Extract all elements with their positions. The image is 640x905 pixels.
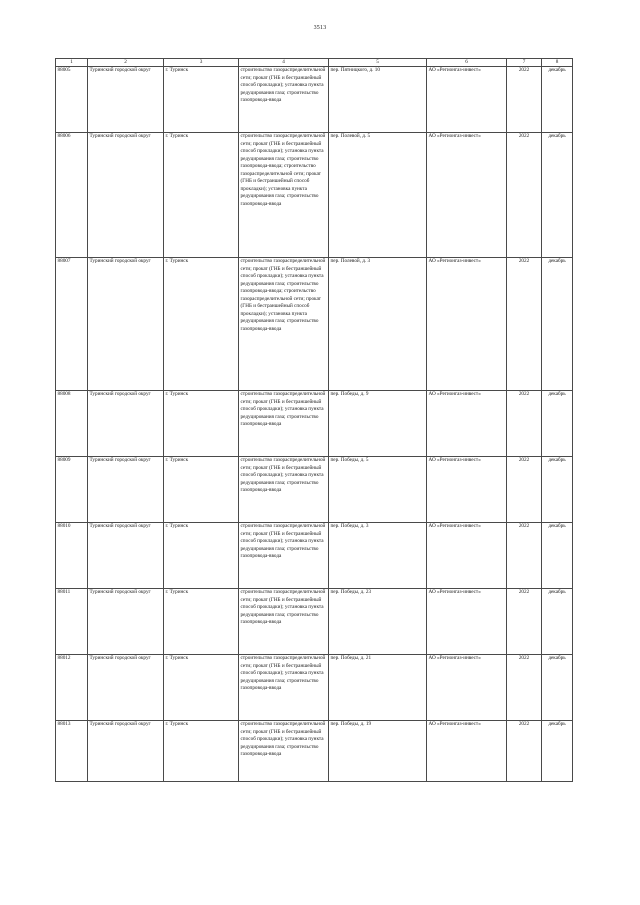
work-description-cell: строительство газораспределительной сети; прокат (ГНБ и бестраншейный способ прокладки); установка пункта редуцирования газа; строительство газопровода-ввода xyxy=(239,523,329,589)
year-cell: 2022 xyxy=(507,67,542,133)
address-cell: пер. Пятницкого, д. 10 xyxy=(329,67,427,133)
executor-cell: АО «Регионгаз-инвест» xyxy=(427,589,507,655)
address-cell: пер. Победы, д. 3 xyxy=(329,523,427,589)
column-number: 3 xyxy=(164,59,239,67)
month-cell: декабрь xyxy=(542,589,573,655)
month-cell: декабрь xyxy=(542,133,573,258)
executor-cell: АО «Регионгаз-инвест» xyxy=(427,457,507,523)
row-id: 88011 xyxy=(56,589,88,655)
year-cell: 2022 xyxy=(507,721,542,782)
work-description-cell: строительство газораспределительной сети; прокат (ГНБ и бестраншейный способ прокладки); установка пункта редуцирования газа; строительство газопровода-ввода xyxy=(239,67,329,133)
district-cell: Туринский городской округ xyxy=(88,391,164,457)
locality-cell: г. Туринск xyxy=(164,655,239,721)
table-row xyxy=(56,721,573,782)
locality-cell: г. Туринск xyxy=(164,457,239,523)
row-id: 88012 xyxy=(56,655,88,721)
district-cell: Туринский городской округ xyxy=(88,67,164,133)
table-row xyxy=(56,391,573,457)
table-row xyxy=(56,133,573,258)
row-id: 88008 xyxy=(56,391,88,457)
month-cell: декабрь xyxy=(542,67,573,133)
locality-cell: г. Туринск xyxy=(164,391,239,457)
locality-cell: г. Туринск xyxy=(164,721,239,782)
locality-cell: г. Туринск xyxy=(164,133,239,258)
column-number: 2 xyxy=(88,59,164,67)
district-cell: Туринский городской округ xyxy=(88,523,164,589)
table-row xyxy=(56,457,573,523)
address-cell: пер. Полевой, д. 3 xyxy=(329,258,427,391)
executor-cell: АО «Регионгаз-инвест» xyxy=(427,258,507,391)
locality-cell: г. Туринск xyxy=(164,67,239,133)
executor-cell: АО «Регионгаз-инвест» xyxy=(427,655,507,721)
month-cell: декабрь xyxy=(542,258,573,391)
month-cell: декабрь xyxy=(542,391,573,457)
executor-cell: АО «Регионгаз-инвест» xyxy=(427,721,507,782)
work-description-cell: строительство газораспределительной сети; прокат (ГНБ и бестраншейный способ прокладки); установка пункта редуцирования газа; строительство газопровода-ввода xyxy=(239,391,329,457)
address-cell: пер. Победы, д. 5 xyxy=(329,457,427,523)
district-cell: Туринский городской округ xyxy=(88,721,164,782)
district-cell: Туринский городской округ xyxy=(88,133,164,258)
address-cell: пер. Победы, д. 19 xyxy=(329,721,427,782)
column-number: 6 xyxy=(427,59,507,67)
table-row xyxy=(56,655,573,721)
row-id: 88006 xyxy=(56,133,88,258)
column-number-row xyxy=(56,59,573,67)
page-number: 3513 xyxy=(313,25,327,31)
executor-cell: АО «Регионгаз-инвест» xyxy=(427,133,507,258)
locality-cell: г. Туринск xyxy=(164,523,239,589)
column-number: 5 xyxy=(329,59,427,67)
column-number: 4 xyxy=(239,59,329,67)
locality-cell: г. Туринск xyxy=(164,258,239,391)
table-row xyxy=(56,67,573,133)
district-cell: Туринский городской округ xyxy=(88,258,164,391)
year-cell: 2022 xyxy=(507,655,542,721)
executor-cell: АО «Регионгаз-инвест» xyxy=(427,391,507,457)
table-row xyxy=(56,523,573,589)
address-cell: пер. Победы, д. 21 xyxy=(329,655,427,721)
work-description-cell: строительство газораспределительной сети; прокат (ГНБ и бестраншейный способ прокладки); установка пункта редуцирования газа; строительство газопровода-ввода xyxy=(239,457,329,523)
work-description-cell: строительство газораспределительной сети; прокат (ГНБ и бестраншейный способ прокладки); установка пункта редуцирования газа; строительство газопровода-ввода xyxy=(239,655,329,721)
year-cell: 2022 xyxy=(507,133,542,258)
year-cell: 2022 xyxy=(507,391,542,457)
column-number: 1 xyxy=(56,59,88,67)
work-description-cell: строительство газораспределительной сети; прокат (ГНБ и бестраншейный способ прокладки); установка пункта редуцирования газа; строительство газопровода-ввода; строительство газораспределительной сети; прокат (ГНБ и бестраншейный способ прокладки); установка пункта редуцирования газа; строительство газопровода-ввода xyxy=(239,258,329,391)
table-row xyxy=(56,589,573,655)
row-id: 88009 xyxy=(56,457,88,523)
work-description-cell: строительство газораспределительной сети; прокат (ГНБ и бестраншейный способ прокладки); установка пункта редуцирования газа; строительство газопровода-ввода xyxy=(239,721,329,782)
month-cell: декабрь xyxy=(542,655,573,721)
district-cell: Туринский городской округ xyxy=(88,457,164,523)
work-description-cell: строительство газораспределительной сети; прокат (ГНБ и бестраншейный способ прокладки); установка пункта редуцирования газа; строительство газопровода-ввода xyxy=(239,589,329,655)
year-cell: 2022 xyxy=(507,258,542,391)
table-row xyxy=(56,258,573,391)
year-cell: 2022 xyxy=(507,523,542,589)
executor-cell: АО «Регионгаз-инвест» xyxy=(427,67,507,133)
executor-cell: АО «Регионгаз-инвест» xyxy=(427,523,507,589)
row-id: 88010 xyxy=(56,523,88,589)
year-cell: 2022 xyxy=(507,589,542,655)
row-id: 88005 xyxy=(56,67,88,133)
address-cell: пер. Победы, д. 23 xyxy=(329,589,427,655)
year-cell: 2022 xyxy=(507,457,542,523)
month-cell: декабрь xyxy=(542,721,573,782)
gasification-schedule-table xyxy=(55,58,573,782)
address-cell: пер. Победы, д. 9 xyxy=(329,391,427,457)
district-cell: Туринский городской округ xyxy=(88,655,164,721)
district-cell: Туринский городской округ xyxy=(88,589,164,655)
column-number: 7 xyxy=(507,59,542,67)
column-number: 8 xyxy=(542,59,573,67)
row-id: 88007 xyxy=(56,258,88,391)
row-id: 88013 xyxy=(56,721,88,782)
locality-cell: г. Туринск xyxy=(164,589,239,655)
month-cell: декабрь xyxy=(542,523,573,589)
month-cell: декабрь xyxy=(542,457,573,523)
address-cell: пер. Полевой, д. 5 xyxy=(329,133,427,258)
work-description-cell: строительство газораспределительной сети; прокат (ГНБ и бестраншейный способ прокладки); установка пункта редуцирования газа; строительство газопровода-ввода; строительство газораспределительной сети; прокат (ГНБ и бестраншейный способ прокладки); установка пункта редуцирования газа; строительство газопровода-ввода xyxy=(239,133,329,258)
